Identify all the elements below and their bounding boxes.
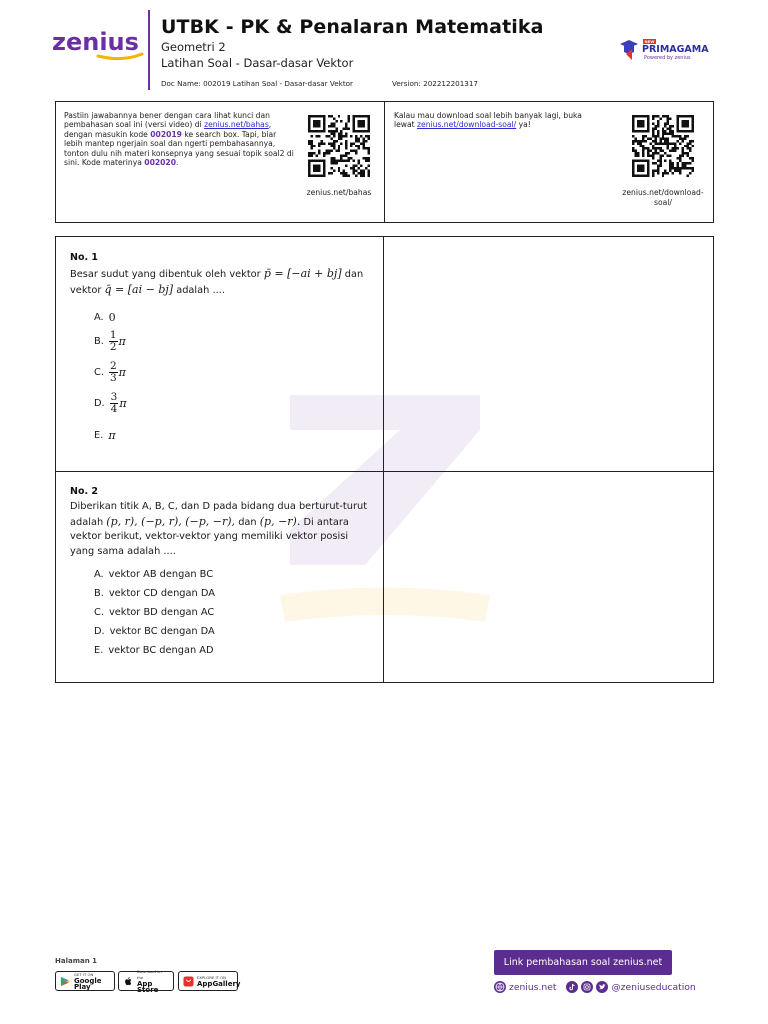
info-left-text-2: , dengan masukin kode — [64, 120, 272, 139]
social-handle[interactable]: @zeniuseducation — [611, 981, 696, 993]
badge-store-name: AppGallery — [197, 980, 241, 988]
google-play-icon — [60, 976, 71, 987]
partner-logo-name: PRIMAGAMA — [642, 44, 709, 55]
question-2-math-d: (p, −r). — [259, 514, 301, 528]
fraction-numerator: 3 — [110, 391, 118, 403]
info-left-text-3: ke search box. Tapi, biar lebih mantep ngerjain soal dan ngerti pembahasannya, tonton dulu nih materi konsepnya yang sesuai topik soal2 di sini. Kode materinya — [64, 129, 294, 168]
fraction — [109, 330, 118, 353]
partner-logo-tag: NEW — [644, 39, 655, 44]
twitter-icon[interactable] — [596, 981, 608, 993]
info-left-text — [64, 111, 296, 167]
fraction-numerator: 2 — [109, 360, 117, 372]
website-link[interactable]: zenius.net — [509, 981, 557, 993]
option-letter: B. — [94, 336, 104, 347]
question-1-number: No. 1 — [70, 252, 99, 263]
question-1-text — [70, 267, 374, 298]
subtitle-topic: Geometri 2 — [161, 40, 226, 54]
fraction-denominator: 3 — [109, 372, 117, 384]
qr-code-download[interactable] — [632, 115, 694, 177]
badge-small-text: GET IT ON — [74, 972, 94, 977]
question-1-math-q: q̄ = [ai − bj] — [104, 282, 174, 296]
info-box — [55, 101, 714, 223]
option-letter: C. — [94, 607, 104, 618]
video-code: 002019 — [150, 129, 182, 139]
question-1-option-b[interactable] — [94, 330, 126, 353]
qr-caption-bahas: zenius.net/bahas — [306, 188, 372, 197]
question-1-option-c[interactable] — [94, 361, 126, 384]
question-table — [55, 236, 714, 683]
option-value: π — [108, 429, 116, 442]
materi-code: 002020 — [144, 158, 176, 168]
badge-store-name: Google Play — [74, 977, 102, 991]
doc-version: Version: 202212201317 — [392, 79, 479, 88]
question-2-option-e[interactable] — [94, 645, 214, 656]
option-letter: C. — [94, 367, 104, 378]
question-1-text-3: adalah .... — [176, 284, 225, 296]
primagama-logo — [618, 36, 710, 66]
info-right-text-2: ya! — [518, 120, 531, 130]
app-store-badge[interactable] — [118, 969, 174, 994]
zenius-logo — [52, 26, 144, 64]
apple-icon — [123, 976, 134, 987]
link-pembahasan-button[interactable]: Link pembahasan soal zenius.net — [494, 950, 672, 975]
question-1-option-d[interactable] — [94, 392, 127, 415]
option-letter: B. — [94, 588, 104, 599]
question-column-divider — [383, 237, 384, 682]
instagram-icon[interactable] — [581, 981, 593, 993]
social-links — [494, 980, 696, 994]
question-2-option-c[interactable] — [94, 607, 214, 618]
question-2-text-2: dan — [238, 516, 257, 528]
question-row-divider — [56, 471, 713, 472]
pi-symbol: π — [119, 397, 127, 410]
question-1-text-2: dan vektor — [70, 269, 364, 296]
page-number: Halaman 1 — [55, 957, 98, 965]
option-letter: A. — [94, 569, 104, 580]
question-1-option-e[interactable] — [94, 429, 116, 442]
option-letter: E. — [94, 430, 104, 441]
doc-name: Doc Name: 002019 Latihan Soal - Dasar-dasar Vektor — [161, 79, 353, 88]
option-letter: E. — [94, 645, 104, 656]
fraction-denominator: 2 — [109, 341, 117, 353]
app-gallery-badge[interactable] — [178, 971, 241, 991]
badge-small-text: Download on the — [137, 969, 162, 980]
question-2-number: No. 2 — [70, 486, 99, 497]
badge-store-name: App Store — [137, 980, 159, 994]
qr-code-bahas[interactable] — [308, 115, 370, 177]
question-1-option-a[interactable] — [94, 311, 116, 324]
question-2-text-3: Di antara vektor berikut, vektor-vektor yang memiliki vektor posisi yang sama adalah .... — [70, 516, 349, 557]
question-1-math-p: p̄ = [−ai + bj] — [263, 267, 342, 280]
info-left-text-1: Pastiin jawabannya bener dengan cara lihat kunci dan pembahasan soal ini (versi video) di — [64, 111, 270, 130]
header-divider — [148, 10, 150, 90]
pi-symbol: π — [118, 335, 126, 348]
info-right-text-1: Kalau mau download soal lebih banyak lagi, buka lewat — [394, 111, 582, 130]
fraction — [109, 361, 118, 384]
huawei-appgallery-icon — [183, 976, 194, 987]
info-left-text-4: . — [176, 158, 179, 168]
globe-icon — [494, 981, 506, 993]
info-right-text — [394, 111, 604, 130]
qr-caption-download: zenius.net/download-soal/ — [622, 188, 704, 207]
option-letter: D. — [94, 398, 105, 409]
fraction — [110, 392, 119, 415]
fraction-denominator: 4 — [110, 403, 118, 415]
question-2-text-1: Diberikan titik A, B, C, dan D pada bidang dua berturut-turut adalah — [70, 501, 368, 528]
question-2-math-points: (p, r), (−p, r), (−p, −r), — [106, 514, 236, 528]
question-2-option-b[interactable] — [94, 588, 215, 599]
question-2-text — [70, 500, 374, 559]
pi-symbol: π — [118, 366, 126, 379]
option-letter: A. — [94, 312, 104, 323]
option-letter: D. — [94, 626, 105, 637]
question-1-text-1: Besar sudut yang dibentuk oleh vektor — [70, 269, 261, 280]
option-value: vektor BC dengan DA — [109, 626, 215, 637]
option-value: vektor CD dengan DA — [108, 588, 215, 599]
question-2-option-a[interactable] — [94, 569, 213, 580]
fraction-numerator: 1 — [109, 329, 117, 341]
download-soal-link[interactable]: zenius.net/download-soal/ — [417, 120, 517, 130]
subtitle-exercise: Latihan Soal - Dasar-dasar Vektor — [161, 56, 354, 70]
partner-logo-powered: Powered by zenius — [644, 55, 691, 61]
option-value: vektor BD dengan AC — [108, 607, 215, 618]
option-value: vektor BC dengan AD — [108, 645, 214, 656]
bahas-link[interactable]: zenius.net/bahas — [204, 120, 269, 130]
zenius-logo-wordmark: zenius — [52, 28, 139, 56]
page-title: UTBK - PK & Penalaran Matematika — [161, 16, 544, 38]
tiktok-icon[interactable] — [566, 981, 578, 993]
question-2-option-d[interactable] — [94, 626, 215, 637]
badge-small-text: EXPLORE IT ON — [197, 975, 226, 980]
google-play-badge[interactable] — [55, 971, 115, 991]
info-divider — [384, 102, 385, 222]
option-value: 0 — [108, 311, 116, 324]
option-value: vektor AB dengan BC — [108, 569, 214, 580]
